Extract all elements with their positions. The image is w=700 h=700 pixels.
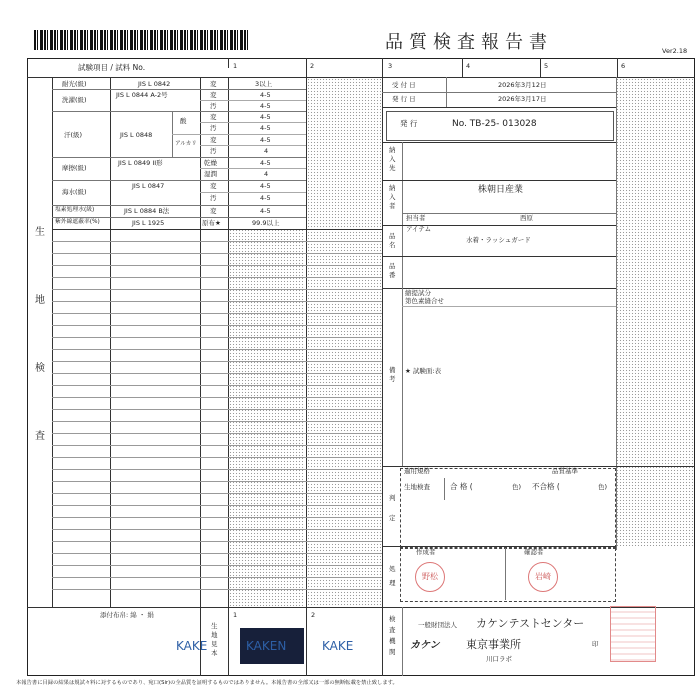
page-title: 品質検査報告書 xyxy=(385,32,553,53)
judgment-fail: 不合格 ( xyxy=(532,482,560,491)
fabric-sample-text-left: KAKE xyxy=(176,639,208,653)
checker-stamp: 岩崎 xyxy=(528,562,558,592)
remarks-label: 備考 xyxy=(389,366,396,383)
side-label-2: 地 xyxy=(35,295,45,306)
judgment-box xyxy=(400,468,616,548)
author-stamp: 野松 xyxy=(415,562,445,592)
delivery-label: 納入先 xyxy=(389,146,396,172)
handling-label: 処理 xyxy=(389,565,396,587)
side-label-4: 査 xyxy=(35,431,45,442)
test-item-header: 試験項目 / 試料 No. xyxy=(78,63,146,72)
footer-note: 本報告書に目録の結果は規試々料に対するものであり、宛口(Sir)の全品質を証明するものではありません。本報告書の全部又は一部の無断転載を禁止致します。 xyxy=(16,680,398,686)
attached-fabric-label: 添付布帛: 綿 ・ 絹 xyxy=(100,611,154,619)
judgment-pass: 合 格 ( xyxy=(450,482,473,491)
side-label-3: 検 xyxy=(35,363,45,374)
agency-label: 検査機関 xyxy=(389,615,396,656)
product-number-label: 品番 xyxy=(389,262,396,279)
official-seal xyxy=(610,606,656,662)
product-item: 水着・ラッシュガード xyxy=(466,236,531,244)
side-label-1: 生 xyxy=(35,227,45,238)
supplier-company: 株朝日産業 xyxy=(478,185,524,195)
barcode xyxy=(34,30,250,50)
supplier-label: 納入者 xyxy=(389,184,396,210)
agency-logo: カケン xyxy=(410,640,440,651)
agency-name: カケンテストセンター xyxy=(476,617,585,630)
agency-lab: 川口ラボ xyxy=(486,655,512,663)
product-label: 品名 xyxy=(389,232,396,249)
judgment-label: 判定 xyxy=(389,494,396,522)
issue-number: No. TB-25- 013028 xyxy=(452,119,537,129)
remarks-note: ★ 試験面:表 xyxy=(405,367,442,375)
fabric-sample-label: 生地見本 xyxy=(211,622,218,657)
issue-date: 2026年3月17日 xyxy=(498,95,547,103)
receive-date: 2026年3月12日 xyxy=(498,81,547,89)
fabric-sample-text-right: KAKE xyxy=(322,639,354,653)
version-label: Ver2.18 xyxy=(662,47,688,55)
fabric-sample-text-mid: KAKEN xyxy=(246,639,287,653)
supplier-person: 西原 xyxy=(520,214,533,222)
agency-office: 東京事業所 xyxy=(466,638,521,651)
